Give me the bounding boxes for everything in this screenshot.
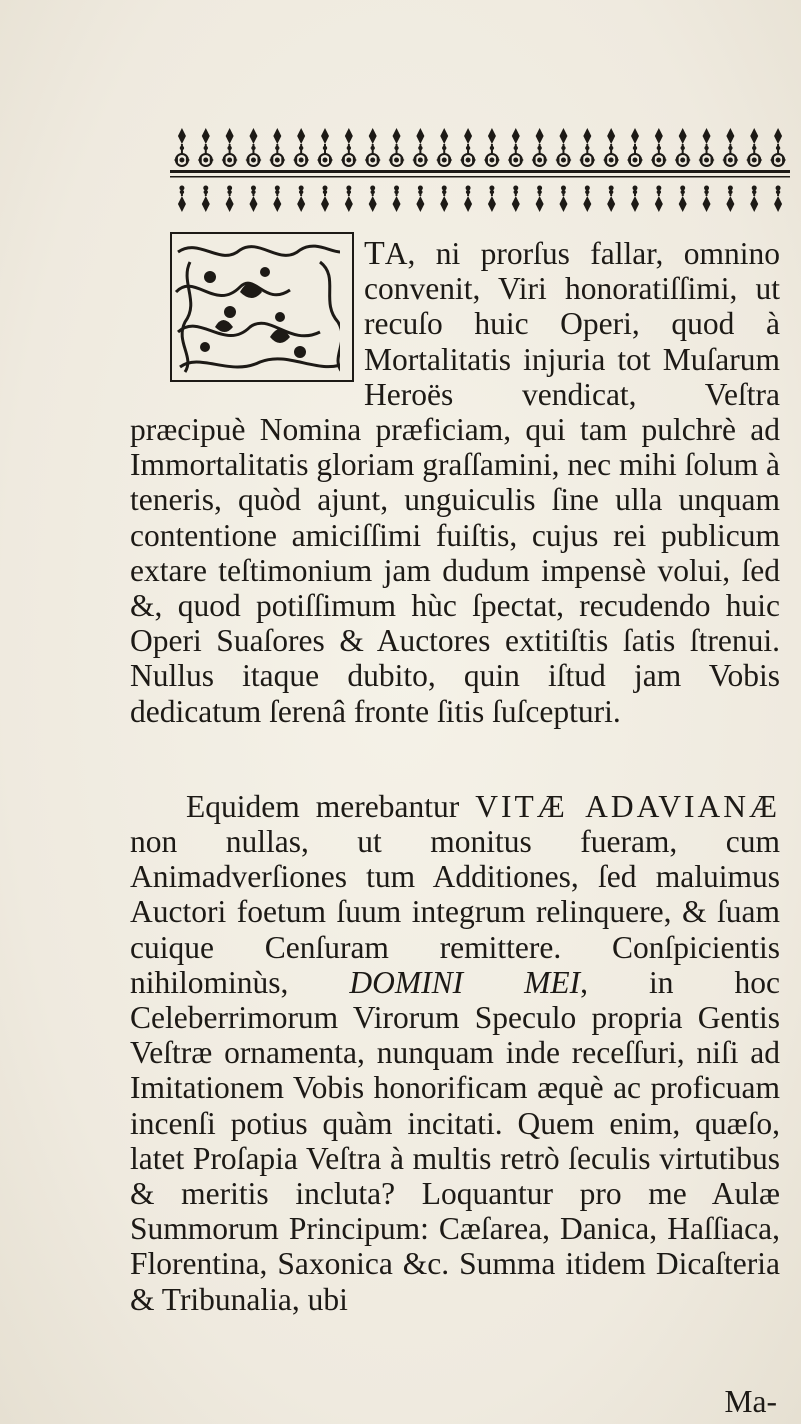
paragraph-2-text-b: non nullas, ut monitus fueram, cum Animadverſiones tum Additiones, ſed maluimus Auctori foetum ſuum integrum relinquere, & ſuam cuique Cenſuram remittere. Conſpicientis nihilominùs,	[130, 824, 780, 1000]
paragraph-1-text: A, ni prorſus fallar, omnino convenit, Viri honoratiſſimi, ut recuſo huic Operi, quod à Mortalitatis injuria tot Muſarum Heroës vendicat, Veſtra præcipuè Nomina præficiam, qui tam pulchrè ad Immortalitatis gloriam graſſamini, nec mihi ſolum à teneris, quòd ajunt, unguiculis ſine ulla unquam contentione amiciſſimi fuiſtis, cujus rei publicum extare teſtimonium jam dudum impensè volui, ſed &, quod potiſſimum hùc ſpectat, recudendo huic Operi Suaſores & Auctores extitiſtis ſatis ſtrenui. Nullus itaque dubito, quin iſtud jam Vobis dedicatum ſerenâ fronte ſitis ſuſcepturi.	[130, 236, 780, 729]
rosette	[770, 154, 786, 166]
rosette	[317, 154, 333, 166]
fleuron-top	[726, 128, 734, 154]
fleuron-top	[512, 128, 520, 154]
rosette	[484, 154, 500, 166]
fleuron-top	[607, 128, 615, 154]
fleuron-top	[369, 128, 377, 154]
ornament-dot	[418, 186, 423, 191]
fleuron-top	[393, 128, 401, 154]
ornament-dot	[585, 186, 590, 191]
domini-mei: DOMINI MEI	[349, 964, 581, 1000]
catchword: Ma-	[724, 1384, 777, 1419]
rosette	[746, 154, 762, 166]
fleuron-top	[345, 128, 353, 154]
ornamental-headpiece	[170, 118, 790, 226]
ornament-dot	[513, 186, 518, 191]
initial-letter: T	[364, 235, 385, 272]
rosette	[722, 154, 738, 166]
rosette	[532, 154, 548, 166]
rosette	[365, 154, 381, 166]
ornament-dot	[251, 186, 256, 191]
rosette	[436, 154, 452, 166]
rosette	[460, 154, 476, 166]
fleuron-top	[297, 128, 305, 154]
paragraph-1	[130, 236, 780, 729]
fleuron-top	[655, 128, 663, 154]
paragraph-2-text-c: , in hoc Celeberrimorum Virorum Speculo propria Gentis Veſtræ ornamenta, nunquam inde receſſuri, niſi ad Imitationem Vobis honorificam æquè ac proficuam incenſi potius quàm incitati. Quem enim, quæſo, latet Proſapia Veſtra à multis retrò ſeculis virtutibus & meritis incluta? Loquantur pro me Aulæ Summorum Principum: Cæſarea, Danica, Haſſiaca, Florentina, Saxonica &c. Summa itidem Dicaſteria & Tribunalia, ubi	[130, 964, 780, 1317]
ornament-dot	[370, 186, 375, 191]
fleuron-top	[679, 128, 687, 154]
vitae-adavianae: VITÆ ADAVIANÆ	[475, 788, 780, 824]
rosette	[198, 154, 214, 166]
rosette	[412, 154, 428, 166]
rosette	[579, 154, 595, 166]
ornament-dot	[275, 186, 280, 191]
rosette	[245, 154, 261, 166]
ornament-dot	[704, 186, 709, 191]
rosette	[341, 154, 357, 166]
fleuron-top	[249, 128, 257, 154]
fleuron-top	[440, 128, 448, 154]
ornament-dot	[179, 186, 184, 191]
fleuron-top	[488, 128, 496, 154]
ornament-dot	[346, 186, 351, 191]
ornament-dot	[227, 186, 232, 191]
fleuron-top	[583, 128, 591, 154]
rosette	[174, 154, 190, 166]
rosette	[627, 154, 643, 166]
ornament-dot	[203, 186, 208, 191]
fleuron-top	[559, 128, 567, 154]
rosette	[675, 154, 691, 166]
rosette	[651, 154, 667, 166]
fleuron-top	[321, 128, 329, 154]
rosette	[269, 154, 285, 166]
fleuron-top	[774, 128, 782, 154]
fleuron-top	[464, 128, 472, 154]
ornament-dot	[466, 186, 471, 191]
ornament-dot	[442, 186, 447, 191]
ornament-dot	[323, 186, 328, 191]
fleuron-top	[631, 128, 639, 154]
fleuron-top	[750, 128, 758, 154]
ornament-dot	[656, 186, 661, 191]
fleuron-top	[536, 128, 544, 154]
ornament-dot	[633, 186, 638, 191]
rosette	[222, 154, 238, 166]
paragraph-2	[130, 789, 780, 1317]
ornament-dot	[728, 186, 733, 191]
fleuron-top	[202, 128, 210, 154]
ornament-dot	[609, 186, 614, 191]
ornament-dot	[561, 186, 566, 191]
rosette	[699, 154, 715, 166]
fleuron-top	[226, 128, 234, 154]
ornament-dot	[776, 186, 781, 191]
ornament-dot	[537, 186, 542, 191]
fleuron-top	[703, 128, 711, 154]
fleuron-top	[178, 128, 186, 154]
ornament-dot	[299, 186, 304, 191]
paragraph-2-text-a: Equidem merebantur	[186, 788, 476, 824]
dedication-text	[130, 236, 780, 1317]
ornament-dot	[680, 186, 685, 191]
ornament-dot	[752, 186, 757, 191]
rosette	[508, 154, 524, 166]
rosette	[603, 154, 619, 166]
rosette	[293, 154, 309, 166]
ornament-dot	[489, 186, 494, 191]
rosette	[555, 154, 571, 166]
initial-float-space	[130, 236, 358, 378]
fleuron-top	[416, 128, 424, 154]
ornament-dot	[394, 186, 399, 191]
fleuron-top	[273, 128, 281, 154]
rosette	[389, 154, 405, 166]
